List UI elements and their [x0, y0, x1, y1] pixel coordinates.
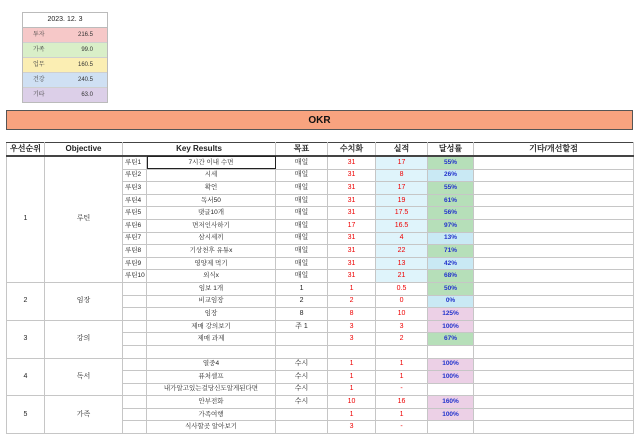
key-result-cell[interactable]: 기상천후 유튜x — [147, 245, 276, 258]
goal-cell[interactable] — [276, 345, 328, 358]
key-result-cell[interactable]: 삼시세끼 — [147, 232, 276, 245]
notes-cell[interactable] — [474, 358, 634, 371]
routine-tag-cell[interactable]: 루틴4 — [123, 194, 147, 207]
goal-cell[interactable]: 수시 — [276, 383, 328, 396]
objective-cell[interactable]: 가족 — [45, 396, 123, 434]
okr-table — [6, 142, 634, 434]
key-result-cell[interactable]: 시세 — [147, 169, 276, 182]
summary-date[interactable]: 2023. 12. 3 — [23, 13, 107, 28]
actual-cell[interactable]: - — [376, 383, 428, 396]
routine-tag-cell[interactable] — [123, 282, 147, 295]
routine-tag-cell[interactable]: 루틴7 — [123, 232, 147, 245]
actual-cell[interactable]: - — [376, 421, 428, 434]
notes-cell[interactable] — [474, 282, 634, 295]
summary-value[interactable]: 99.0 — [81, 47, 93, 53]
actual-cell[interactable]: 21 — [376, 270, 428, 283]
numeric-cell[interactable]: 1 — [328, 371, 376, 384]
key-result-cell[interactable]: 제매 과제 — [147, 333, 276, 346]
notes-cell[interactable] — [474, 270, 634, 283]
notes-cell[interactable] — [474, 169, 634, 182]
routine-tag-cell[interactable] — [123, 358, 147, 371]
summary-label[interactable]: 가족 — [33, 47, 45, 53]
objective-cell[interactable]: 루틴 — [45, 156, 123, 282]
key-result-cell[interactable]: 7시간 이내 수면 — [147, 156, 276, 169]
numeric-cell[interactable]: 3 — [328, 320, 376, 333]
rate-cell[interactable]: 56% — [428, 207, 474, 220]
routine-tag-cell[interactable] — [123, 396, 147, 409]
key-result-cell[interactable]: 확언 — [147, 182, 276, 195]
numeric-cell[interactable]: 17 — [328, 219, 376, 232]
notes-cell[interactable] — [474, 408, 634, 421]
rate-cell[interactable]: 160% — [428, 396, 474, 409]
header-actual[interactable]: 실적 — [376, 143, 428, 157]
actual-cell[interactable]: 1 — [376, 408, 428, 421]
summary-value[interactable]: 216.5 — [77, 32, 93, 38]
numeric-cell[interactable]: 10 — [328, 396, 376, 409]
rate-cell[interactable]: 50% — [428, 282, 474, 295]
notes-cell[interactable] — [474, 308, 634, 321]
routine-tag-cell[interactable]: 루틴9 — [123, 257, 147, 270]
summary-row — [23, 28, 107, 43]
header-objective[interactable]: Objective — [45, 143, 123, 157]
numeric-cell[interactable]: 3 — [328, 333, 376, 346]
actual-cell[interactable]: 1 — [376, 358, 428, 371]
actual-cell[interactable]: 13 — [376, 257, 428, 270]
header-rate[interactable]: 달성률 — [428, 143, 474, 157]
priority-cell[interactable]: 1 — [7, 156, 45, 282]
rate-cell[interactable]: 71% — [428, 245, 474, 258]
routine-tag-cell[interactable]: 루틴3 — [123, 182, 147, 195]
actual-cell[interactable]: 17 — [376, 156, 428, 169]
numeric-cell[interactable]: 8 — [328, 308, 376, 321]
routine-tag-cell[interactable] — [123, 371, 147, 384]
notes-cell[interactable] — [474, 320, 634, 333]
priority-cell[interactable]: 3 — [7, 320, 45, 358]
rate-cell[interactable]: 42% — [428, 257, 474, 270]
goal-cell[interactable]: 매일 — [276, 232, 328, 245]
objective-cell[interactable]: 강의 — [45, 320, 123, 358]
key-result-cell[interactable]: 가족여행 — [147, 408, 276, 421]
key-result-cell[interactable]: 영양제 먹기 — [147, 257, 276, 270]
objective-cell[interactable]: 임장 — [45, 282, 123, 320]
summary-row — [23, 88, 107, 102]
numeric-cell[interactable]: 31 — [328, 182, 376, 195]
goal-cell[interactable]: 1 — [276, 282, 328, 295]
rate-cell[interactable]: 13% — [428, 232, 474, 245]
routine-tag-cell[interactable] — [123, 333, 147, 346]
routine-tag-cell[interactable] — [123, 408, 147, 421]
summary-row — [23, 43, 107, 58]
rate-cell[interactable]: 125% — [428, 308, 474, 321]
notes-cell[interactable] — [474, 219, 634, 232]
routine-tag-cell[interactable]: 루틴5 — [123, 207, 147, 220]
notes-cell[interactable] — [474, 371, 634, 384]
rate-cell[interactable]: 26% — [428, 169, 474, 182]
summary-value[interactable]: 63.0 — [81, 92, 93, 98]
key-result-cell[interactable]: 외식x — [147, 270, 276, 283]
actual-cell[interactable]: 17 — [376, 182, 428, 195]
rate-cell[interactable]: 97% — [428, 219, 474, 232]
numeric-cell[interactable] — [328, 345, 376, 358]
notes-cell[interactable] — [474, 156, 634, 169]
goal-cell[interactable]: 2 — [276, 295, 328, 308]
goal-cell[interactable]: 주 1 — [276, 320, 328, 333]
key-result-cell[interactable]: 제매 강의보기 — [147, 320, 276, 333]
summary-value[interactable]: 240.5 — [77, 77, 93, 83]
numeric-cell[interactable]: 31 — [328, 207, 376, 220]
key-result-cell[interactable]: 내가알고있는걸당신도알게된다면 — [147, 383, 276, 396]
routine-tag-cell[interactable]: 루틴2 — [123, 169, 147, 182]
actual-cell[interactable]: 19 — [376, 194, 428, 207]
key-result-cell[interactable]: 열중4 — [147, 358, 276, 371]
notes-cell[interactable] — [474, 396, 634, 409]
table-row — [7, 282, 634, 295]
priority-cell[interactable]: 5 — [7, 396, 45, 434]
actual-cell[interactable]: 3 — [376, 320, 428, 333]
numeric-cell[interactable]: 31 — [328, 257, 376, 270]
notes-cell[interactable] — [474, 232, 634, 245]
header-priority[interactable]: 우선순위 — [7, 143, 45, 157]
goal-cell[interactable]: 매일 — [276, 207, 328, 220]
routine-tag-cell[interactable] — [123, 320, 147, 333]
objective-cell[interactable]: 독서 — [45, 358, 123, 396]
routine-tag-cell[interactable] — [123, 308, 147, 321]
notes-cell[interactable] — [474, 421, 634, 434]
rate-cell[interactable]: 55% — [428, 156, 474, 169]
rate-cell[interactable]: 100% — [428, 320, 474, 333]
numeric-cell[interactable]: 1 — [328, 383, 376, 396]
summary-label[interactable]: 투자 — [33, 32, 45, 38]
actual-cell[interactable] — [376, 345, 428, 358]
goal-cell[interactable]: 매일 — [276, 219, 328, 232]
actual-cell[interactable]: 22 — [376, 245, 428, 258]
rate-cell[interactable]: 68% — [428, 270, 474, 283]
actual-cell[interactable]: 16.5 — [376, 219, 428, 232]
goal-cell[interactable]: 매일 — [276, 270, 328, 283]
notes-cell[interactable] — [474, 383, 634, 396]
actual-cell[interactable]: 8 — [376, 169, 428, 182]
header-row — [7, 143, 634, 157]
goal-cell[interactable]: 매일 — [276, 169, 328, 182]
numeric-cell[interactable]: 1 — [328, 408, 376, 421]
actual-cell[interactable]: 16 — [376, 396, 428, 409]
key-result-cell[interactable]: 식사할곳 알아보기 — [147, 421, 276, 434]
actual-cell[interactable]: 17.5 — [376, 207, 428, 220]
key-result-cell[interactable]: 면저인사하기 — [147, 219, 276, 232]
goal-cell[interactable]: 매일 — [276, 194, 328, 207]
goal-cell[interactable]: 8 — [276, 308, 328, 321]
goal-cell[interactable]: 매일 — [276, 156, 328, 169]
numeric-cell[interactable]: 31 — [328, 245, 376, 258]
notes-cell[interactable] — [474, 182, 634, 195]
numeric-cell[interactable]: 31 — [328, 169, 376, 182]
notes-cell[interactable] — [474, 207, 634, 220]
goal-cell[interactable] — [276, 408, 328, 421]
routine-tag-cell[interactable]: 루틴8 — [123, 245, 147, 258]
numeric-cell[interactable]: 31 — [328, 232, 376, 245]
goal-cell[interactable]: 수시 — [276, 371, 328, 384]
summary-value[interactable]: 160.5 — [77, 62, 93, 68]
table-row — [7, 358, 634, 371]
notes-cell[interactable] — [474, 194, 634, 207]
key-result-cell[interactable] — [147, 345, 276, 358]
notes-cell[interactable] — [474, 295, 634, 308]
key-result-cell[interactable]: 댓글10개 — [147, 207, 276, 220]
summary-label[interactable]: 기타 — [33, 92, 45, 98]
numeric-cell[interactable]: 1 — [328, 282, 376, 295]
numeric-cell[interactable]: 2 — [328, 295, 376, 308]
okr-banner[interactable]: OKR — [6, 110, 633, 130]
goal-cell[interactable]: 매일 — [276, 257, 328, 270]
routine-tag-cell[interactable] — [123, 345, 147, 358]
priority-cell[interactable]: 2 — [7, 282, 45, 320]
numeric-cell[interactable]: 31 — [328, 270, 376, 283]
rate-cell[interactable] — [428, 345, 474, 358]
actual-cell[interactable]: 4 — [376, 232, 428, 245]
rate-cell[interactable]: 61% — [428, 194, 474, 207]
actual-cell[interactable]: 1 — [376, 371, 428, 384]
routine-tag-cell[interactable]: 루틴6 — [123, 219, 147, 232]
routine-tag-cell[interactable] — [123, 383, 147, 396]
numeric-cell[interactable]: 31 — [328, 156, 376, 169]
header-goal[interactable]: 목표 — [276, 143, 328, 157]
table-row — [7, 396, 634, 409]
goal-cell[interactable] — [276, 333, 328, 346]
rate-cell[interactable]: 100% — [428, 371, 474, 384]
header-key-results[interactable]: Key Results — [123, 143, 276, 157]
goal-cell[interactable]: 수시 — [276, 358, 328, 371]
key-result-cell[interactable]: 임보 1개 — [147, 282, 276, 295]
key-result-cell[interactable]: 임장 — [147, 308, 276, 321]
rate-cell[interactable]: 100% — [428, 358, 474, 371]
notes-cell[interactable] — [474, 245, 634, 258]
goal-cell[interactable]: 매일 — [276, 245, 328, 258]
rate-cell[interactable]: 100% — [428, 408, 474, 421]
notes-cell[interactable] — [474, 257, 634, 270]
key-result-cell[interactable]: 비교임장 — [147, 295, 276, 308]
goal-cell[interactable] — [276, 421, 328, 434]
numeric-cell[interactable]: 31 — [328, 194, 376, 207]
routine-tag-cell[interactable]: 루틴1 — [123, 156, 147, 169]
rate-cell[interactable]: 67% — [428, 333, 474, 346]
numeric-cell[interactable]: 1 — [328, 358, 376, 371]
rate-cell[interactable] — [428, 421, 474, 434]
rate-cell[interactable]: 0% — [428, 295, 474, 308]
numeric-cell[interactable]: 3 — [328, 421, 376, 434]
key-result-cell[interactable]: 퓨처셀프 — [147, 371, 276, 384]
actual-cell[interactable]: 0.5 — [376, 282, 428, 295]
header-numeric[interactable]: 수치화 — [328, 143, 376, 157]
goal-cell[interactable]: 매일 — [276, 182, 328, 195]
key-result-cell[interactable]: 안부전화 — [147, 396, 276, 409]
header-notes[interactable]: 기타/개선할점 — [474, 143, 634, 157]
summary-box — [22, 12, 108, 103]
routine-tag-cell[interactable] — [123, 295, 147, 308]
actual-cell[interactable]: 0 — [376, 295, 428, 308]
priority-cell[interactable]: 4 — [7, 358, 45, 396]
summary-label[interactable]: 건강 — [33, 77, 45, 83]
table-row — [7, 320, 634, 333]
routine-tag-cell[interactable]: 루틴10 — [123, 270, 147, 283]
actual-cell[interactable]: 2 — [376, 333, 428, 346]
notes-cell[interactable] — [474, 345, 634, 358]
summary-row — [23, 73, 107, 88]
rate-cell[interactable] — [428, 383, 474, 396]
routine-tag-cell[interactable] — [123, 421, 147, 434]
summary-label[interactable]: 업무 — [33, 62, 45, 68]
summary-row — [23, 58, 107, 73]
table-row — [7, 156, 634, 169]
goal-cell[interactable]: 수시 — [276, 396, 328, 409]
actual-cell[interactable]: 10 — [376, 308, 428, 321]
notes-cell[interactable] — [474, 333, 634, 346]
rate-cell[interactable]: 55% — [428, 182, 474, 195]
key-result-cell[interactable]: 독서50 — [147, 194, 276, 207]
